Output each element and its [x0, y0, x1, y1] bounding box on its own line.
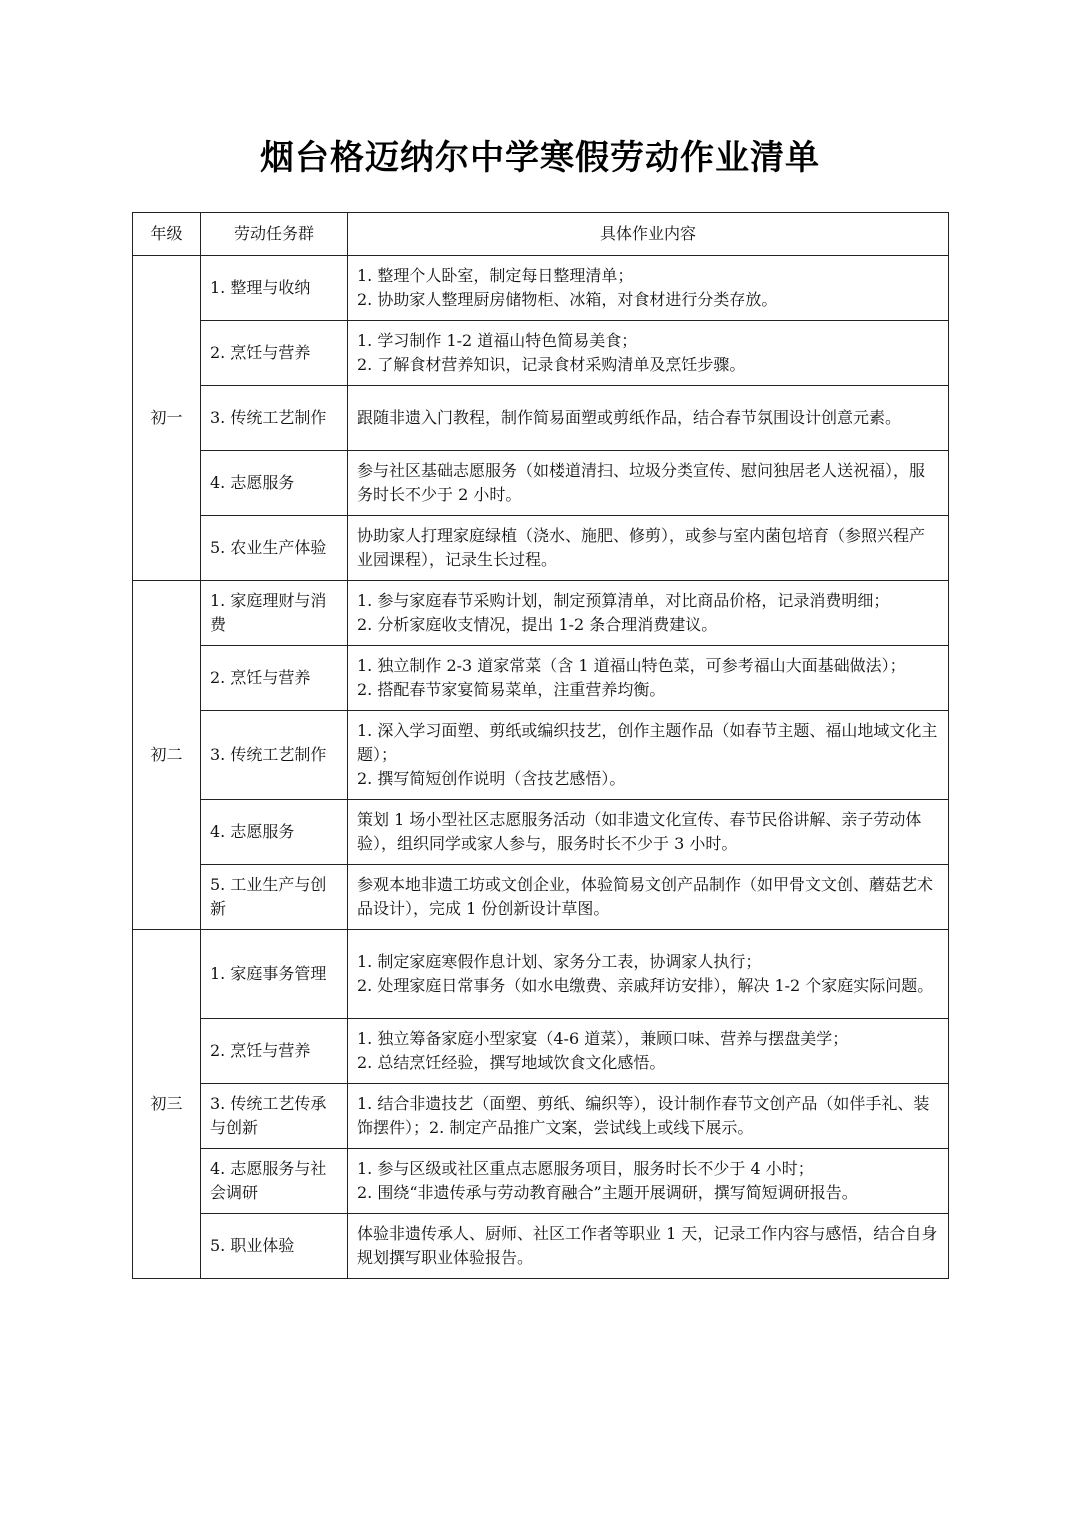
content-line: 1. 制定家庭寒假作息计划、家务分工表，协调家人执行；	[357, 952, 762, 971]
task-group-cell: 1. 整理与收纳	[201, 256, 348, 321]
grade-cell: 初二	[133, 581, 201, 930]
content-cell	[348, 386, 949, 451]
task-group-cell: 1. 家庭事务管理	[201, 930, 348, 1019]
task-group-cell: 3. 传统工艺制作	[201, 386, 348, 451]
content-line: 1. 独立筹备家庭小型家宴（4-6 道菜），兼顾口味、营养与摆盘美学；	[357, 1029, 849, 1048]
content-line: 2. 总结烹饪经验，撰写地域饮食文化感悟。	[357, 1053, 666, 1072]
content-line: 1. 结合非遗技艺（面塑、剪纸、编织等），设计制作春节文创产品（如伴手礼、装饰摆件）；2. 制定产品推广文案，尝试线上或线下展示。	[357, 1094, 930, 1137]
grade-cell: 初一	[133, 256, 201, 581]
task-group-cell: 5. 农业生产体验	[201, 516, 348, 581]
table-row	[133, 646, 949, 711]
table-row	[133, 1214, 949, 1279]
content-line: 1. 整理个人卧室，制定每日整理清单；	[357, 266, 634, 285]
content-cell	[348, 451, 949, 516]
content-line: 跟随非遗入门教程，制作简易面塑或剪纸作品，结合春节氛围设计创意元素。	[357, 408, 902, 427]
content-line: 2. 分析家庭收支情况，提出 1-2 条合理消费建议。	[357, 615, 718, 634]
content-line: 2. 围绕“非遗传承与劳动教育融合”主题开展调研，撰写简短调研报告。	[357, 1183, 858, 1202]
header-task-group: 劳动任务群	[201, 213, 348, 256]
table-row	[133, 321, 949, 386]
table-row	[133, 930, 949, 1019]
task-group-cell: 4. 志愿服务与社会调研	[201, 1149, 348, 1214]
task-group-cell: 2. 烹饪与营养	[201, 1019, 348, 1084]
table-row	[133, 800, 949, 865]
table-row	[133, 451, 949, 516]
labor-homework-table	[132, 212, 949, 1279]
task-group-cell: 2. 烹饪与营养	[201, 646, 348, 711]
content-line: 参观本地非遗工坊或文创企业，体验简易文创产品制作（如甲骨文文创、蘑菇艺术品设计），完成 1 份创新设计草图。	[357, 875, 934, 918]
table-row	[133, 256, 949, 321]
table-row	[133, 386, 949, 451]
content-cell	[348, 930, 949, 1019]
task-group-cell: 4. 志愿服务	[201, 451, 348, 516]
content-line: 1. 参与家庭春节采购计划，制定预算清单，对比商品价格，记录消费明细；	[357, 591, 890, 610]
content-line: 1. 独立制作 2-3 道家常菜（含 1 道福山特色菜，可参考福山大面基础做法）；	[357, 656, 906, 675]
task-group-cell: 4. 志愿服务	[201, 800, 348, 865]
table-row	[133, 711, 949, 800]
task-group-cell: 5. 职业体验	[201, 1214, 348, 1279]
table-header-row	[133, 213, 949, 256]
content-cell	[348, 800, 949, 865]
grade-cell: 初三	[133, 930, 201, 1279]
content-cell	[348, 581, 949, 646]
page-title: 烟台格迈纳尔中学寒假劳动作业清单	[260, 138, 820, 178]
content-line: 策划 1 场小型社区志愿服务活动（如非遗文化宣传、春节民俗讲解、亲子劳动体验），组织同学或家人参与，服务时长不少于 3 小时。	[357, 810, 922, 853]
task-group-cell: 2. 烹饪与营养	[201, 321, 348, 386]
table-row	[133, 1084, 949, 1149]
table-row	[133, 1019, 949, 1084]
table-row	[133, 1149, 949, 1214]
content-cell	[348, 1084, 949, 1149]
task-group-cell: 1. 家庭理财与消费	[201, 581, 348, 646]
content-line: 2. 了解食材营养知识，记录食材采购清单及烹饪步骤。	[357, 355, 746, 374]
header-content: 具体作业内容	[348, 213, 949, 256]
content-cell	[348, 516, 949, 581]
table-row	[133, 516, 949, 581]
content-line: 1. 学习制作 1-2 道福山特色简易美食；	[357, 331, 638, 350]
content-cell	[348, 1019, 949, 1084]
content-cell	[348, 1214, 949, 1279]
task-group-cell: 3. 传统工艺制作	[201, 711, 348, 800]
table-row	[133, 865, 949, 930]
content-line: 2. 处理家庭日常事务（如水电缴费、亲戚拜访安排），解决 1-2 个家庭实际问题。	[357, 976, 934, 995]
content-cell	[348, 865, 949, 930]
content-cell	[348, 646, 949, 711]
content-cell	[348, 711, 949, 800]
content-cell	[348, 256, 949, 321]
content-line: 1. 参与区级或社区重点志愿服务项目，服务时长不少于 4 小时；	[357, 1159, 814, 1178]
content-line: 协助家人打理家庭绿植（浇水、施肥、修剪），或参与室内菌包培育（参照兴程产业园课程），记录生长过程。	[357, 526, 926, 569]
table-row	[133, 581, 949, 646]
content-line: 参与社区基础志愿服务（如楼道清扫、垃圾分类宣传、慰问独居老人送祝福），服务时长不少于 2 小时。	[357, 461, 926, 504]
content-line: 2. 协助家人整理厨房储物柜、冰箱，对食材进行分类存放。	[357, 290, 778, 309]
content-cell	[348, 1149, 949, 1214]
content-line: 体验非遗传承人、厨师、社区工作者等职业 1 天，记录工作内容与感悟，结合自身规划撰写职业体验报告。	[357, 1224, 938, 1267]
task-group-cell: 3. 传统工艺传承与创新	[201, 1084, 348, 1149]
content-line: 1. 深入学习面塑、剪纸或编织技艺，创作主题作品（如春节主题、福山地域文化主题）；	[357, 721, 938, 764]
content-cell	[348, 321, 949, 386]
content-line: 2. 搭配春节家宴简易菜单，注重营养均衡。	[357, 680, 666, 699]
task-group-cell: 5. 工业生产与创新	[201, 865, 348, 930]
content-line: 2. 撰写简短创作说明（含技艺感悟）。	[357, 769, 626, 788]
header-grade: 年级	[133, 213, 201, 256]
